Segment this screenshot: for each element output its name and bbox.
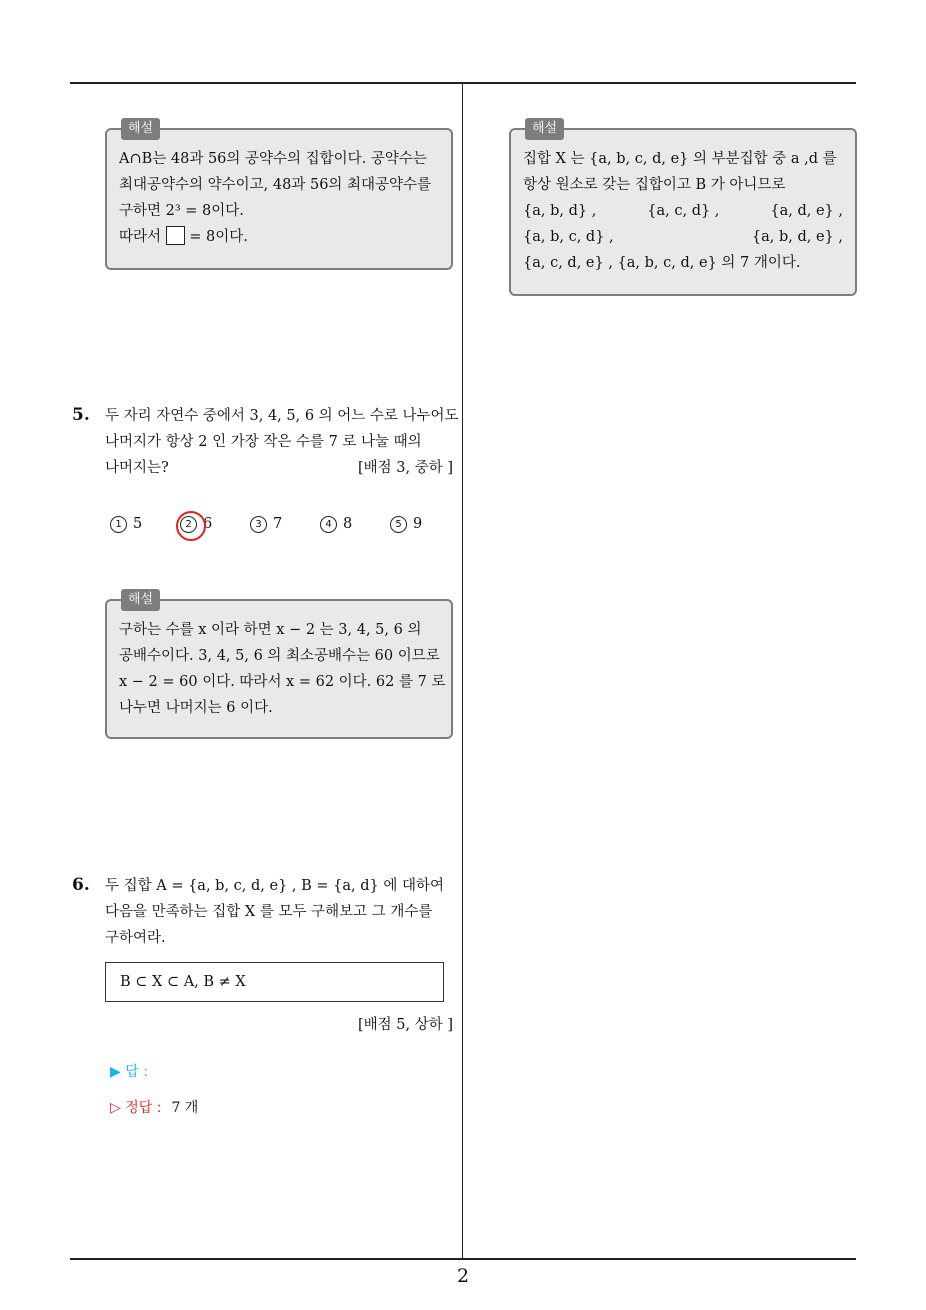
column-divider (462, 83, 463, 1259)
solution-line: 구하는 수를 x 이라 하면 x − 2 는 3, 4, 5, 6 의 (119, 622, 422, 638)
question-line (105, 455, 453, 481)
solution-box-q5 (105, 592, 453, 739)
score-label: [배점 5, 상하 ] (357, 1017, 453, 1033)
question-line-text: 나머지는? (105, 460, 169, 476)
subset-item: {a, c, d} , (647, 203, 720, 219)
question-number: 6. (72, 875, 90, 895)
choice-value: 9 (413, 516, 423, 532)
choice-value: 5 (133, 516, 143, 532)
choice-number-icon: 4 (320, 516, 337, 533)
correct-answer-label: ▷ 정답 : (110, 1100, 162, 1116)
solution-line: 나누면 나머지는 6 이다. (119, 700, 273, 716)
solution-text: = 8이다. (189, 229, 248, 245)
question-line: 다음을 만족하는 집합 X 를 모두 구해보고 그 개수를 (105, 904, 433, 920)
solution-line: A∩B는 48과 56의 공약수의 집합이다. 공약수는 (119, 151, 427, 167)
choice-number-icon: 3 (250, 516, 267, 533)
answer-blank-box (166, 226, 185, 245)
question-line: 나머지가 항상 2 인 가장 작은 수를 7 로 나눌 때의 (105, 434, 422, 450)
choice-5[interactable] (390, 516, 422, 533)
subset-item: {a, b, d} , (523, 203, 597, 219)
subset-item: {a, b, d, e} , (751, 229, 843, 245)
solution-line (119, 224, 439, 250)
solution-line: x − 2 = 60 이다. 따라서 x = 62 이다. 62 를 7 로 (119, 674, 446, 690)
solution-sets-row (523, 224, 843, 250)
question-line: 두 자리 자연수 중에서 3, 4, 5, 6 의 어느 수로 나누어도 (105, 408, 459, 424)
solution-box-q6 (509, 121, 857, 296)
choice-3[interactable] (250, 516, 282, 533)
choice-number-icon: 2 (180, 516, 197, 533)
question-number: 5. (72, 405, 90, 425)
answer-label: ▶ 답 : (110, 1064, 148, 1080)
solution-tag: 해설 (525, 118, 564, 140)
choice-1[interactable] (110, 516, 142, 533)
solution-tag: 해설 (121, 589, 160, 611)
question-line: 두 집합 A = {a, b, c, d, e} , B = {a, d} 에 대하여 (105, 878, 445, 894)
choice-value: 7 (273, 516, 283, 532)
solution-line: {a, c, d, e} , {a, b, c, d, e} 의 7 개이다. (523, 255, 801, 271)
question-text (105, 403, 459, 481)
subset-item: {a, b, c, d} , (523, 229, 614, 245)
question-text (105, 873, 453, 951)
correct-answer-value: 7 개 (171, 1100, 199, 1116)
choice-number-icon: 1 (110, 516, 127, 533)
solution-line: 최대공약수의 약수이고, 48과 56의 최대공약수를 (119, 177, 432, 193)
choice-number-icon: 5 (390, 516, 407, 533)
selected-answer-circle (176, 511, 206, 541)
solution-sets-row (523, 198, 843, 224)
solution-line: 항상 원소로 갖는 집합이고 B 가 아니므로 (523, 177, 786, 193)
solution-text: 따라서 (119, 229, 162, 245)
answer-input-label[interactable] (110, 1061, 148, 1081)
bottom-rule (70, 1258, 856, 1260)
condition-box (105, 962, 444, 1002)
page-number: 2 (456, 1265, 470, 1287)
score-label: [배점 3, 중하 ] (357, 460, 453, 476)
solution-line: 공배수이다. 3, 4, 5, 6 의 최소공배수는 60 이므로 (119, 648, 440, 664)
condition-text: B ⊂ X ⊂ A, B ≠ X (120, 974, 246, 990)
choice-4[interactable] (320, 516, 352, 533)
subset-item: {a, d, e} , (770, 203, 843, 219)
top-rule (70, 82, 856, 84)
solution-tag: 해설 (121, 118, 160, 140)
solution-line: 집합 X 는 {a, b, c, d, e} 의 부분집합 중 a ,d 를 (523, 151, 837, 167)
solution-box-q4 (105, 121, 453, 270)
choice-value: 6 (203, 516, 213, 532)
question-line: 구하여라. (105, 930, 166, 946)
choice-value: 8 (343, 516, 353, 532)
solution-line: 구하면 2³ = 8이다. (119, 203, 244, 219)
correct-answer-row (110, 1097, 198, 1117)
